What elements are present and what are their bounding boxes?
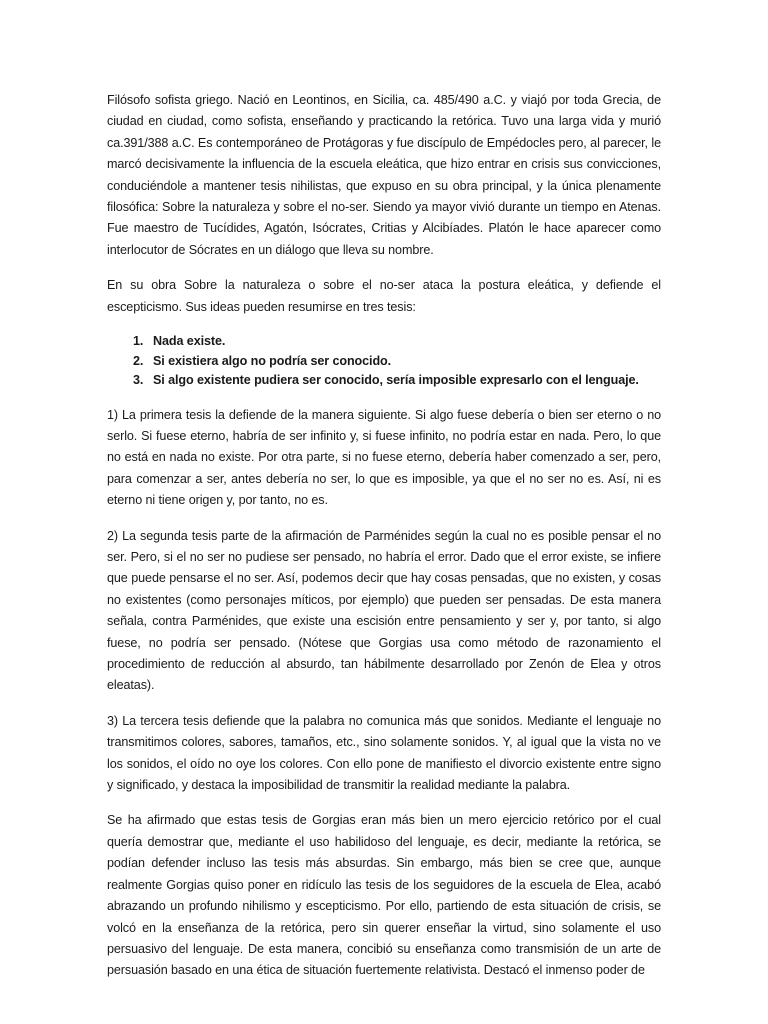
thesis-three-paragraph: 3) La tercera tesis defiende que la palabra no comunica más que sonidos. Mediante el lenguaje no transmitimos colores, sabores, tamaños, etc., sino solamente sonidos. Y, al igual que la vista no ve los sonidos, el oído no oye los colores. Con ello pone de manifiesto el divorcio existente entre signo y significado, y destaca la imposibilidad de transmitir la realidad mediante la palabra. [107, 713, 661, 793]
thesis-text: Si algo existente pudiera ser conocido, sería imposible expresarlo con el lenguaje. [153, 373, 639, 388]
thesis-list [107, 332, 661, 391]
summary-paragraph: En su obra Sobre la naturaleza o sobre el no-ser ataca la postura eleática, y defiende el escepticismo. Sus ideas pueden resumirse en tres tesis: [107, 278, 661, 314]
thesis-item [133, 332, 661, 352]
thesis-item [133, 371, 661, 391]
thesis-one-paragraph: 1) La primera tesis la defiende de la manera siguiente. Si algo fuese debería o bien ser eterno o no serlo. Si fuese eterno, habría de ser infinito y, si fuese infinito, no podría estar en nada. Pero, lo que no está en nada no existe. Por otra parte, si no fuese eterno, debería haber comenzado a ser, pero, para comenzar a ser, antes debería no ser, lo que es imposible, ya que el no ser no es. Así, ni es eterno ni tiene origen y, por tanto, no es. [107, 407, 661, 508]
thesis-number: 2. [133, 353, 144, 368]
thesis-item [133, 352, 661, 372]
thesis-text: Si existiera algo no podría ser conocido. [153, 353, 392, 368]
thesis-two-paragraph: 2) La segunda tesis parte de la afirmación de Parménides según la cual no es posible pensar el no ser. Pero, si el no ser no pudiese ser pensado, no habría el error. Dado que el error existe, se infiere que puede pensarse el no ser. Así, podemos decir que hay cosas pensadas, que no existen, y cosas no existentes (como personajes míticos, por ejemplo) que pueden ser pensadas. De esta manera señala, contra Parménides, que existe una escisión entre pensamiento y ser y, por tanto, si algo fuese, no podría ser pensado. (Nótese que Gorgias usa como método de razonamiento el procedimiento de reducción al absurdo, tan hábilmente desarrollado por Zenón de Elea y otros eleatas). [107, 528, 661, 693]
thesis-number: 1. [133, 334, 144, 349]
document-page [107, 90, 661, 996]
intro-paragraph: Filósofo sofista griego. Nació en Leontinos, en Sicilia, ca. 485/490 a.C. y viajó por toda Grecia, de ciudad en ciudad, como sofista, enseñando y practicando la retórica. Tuvo una larga vida y murió ca.391/388 a.C. Es contemporáneo de Protágoras y fue discípulo de Empédocles pero, al parecer, le marcó decisivamente la influencia de la escuela eleática, que hizo entrar en crisis sus convicciones, conduciéndole a mantener tesis nihilistas, que expuso en su obra principal, y la única plenamente filosófica: Sobre la naturaleza y sobre el no-ser. Siendo ya mayor vivió durante un tiempo en Atenas. Fue maestro de Tucídides, Agatón, Isócrates, Critias y Alcibíades. Platón le hace aparecer como interlocutor de Sócrates en un diálogo que lleva su nombre. [107, 93, 661, 257]
thesis-text: Nada existe. [153, 334, 226, 349]
closing-paragraph: Se ha afirmado que estas tesis de Gorgias eran más bien un mero ejercicio retórico por el cual quería demostrar que, mediante el uso habilidoso del lenguaje, es decir, mediante la retórica, se podían defender incluso las tesis más absurdas. Sin embargo, más bien se cree que, aunque realmente Gorgias quiso poner en ridículo las tesis de los seguidores de la escuela de Elea, acabó abrazando un profundo nihilismo y escepticismo. Por ello, partiendo de esta situación de crisis, se volcó en la enseñanza de la retórica, pero sin querer enseñar la virtud, sino solamente el uso persuasivo del lenguaje. De esta manera, concibió su enseñanza como transmisión de un arte de persuasión basado en una ética de situación fuertemente relativista. Destacó el inmenso poder de [107, 813, 661, 978]
thesis-number: 3. [133, 373, 144, 388]
